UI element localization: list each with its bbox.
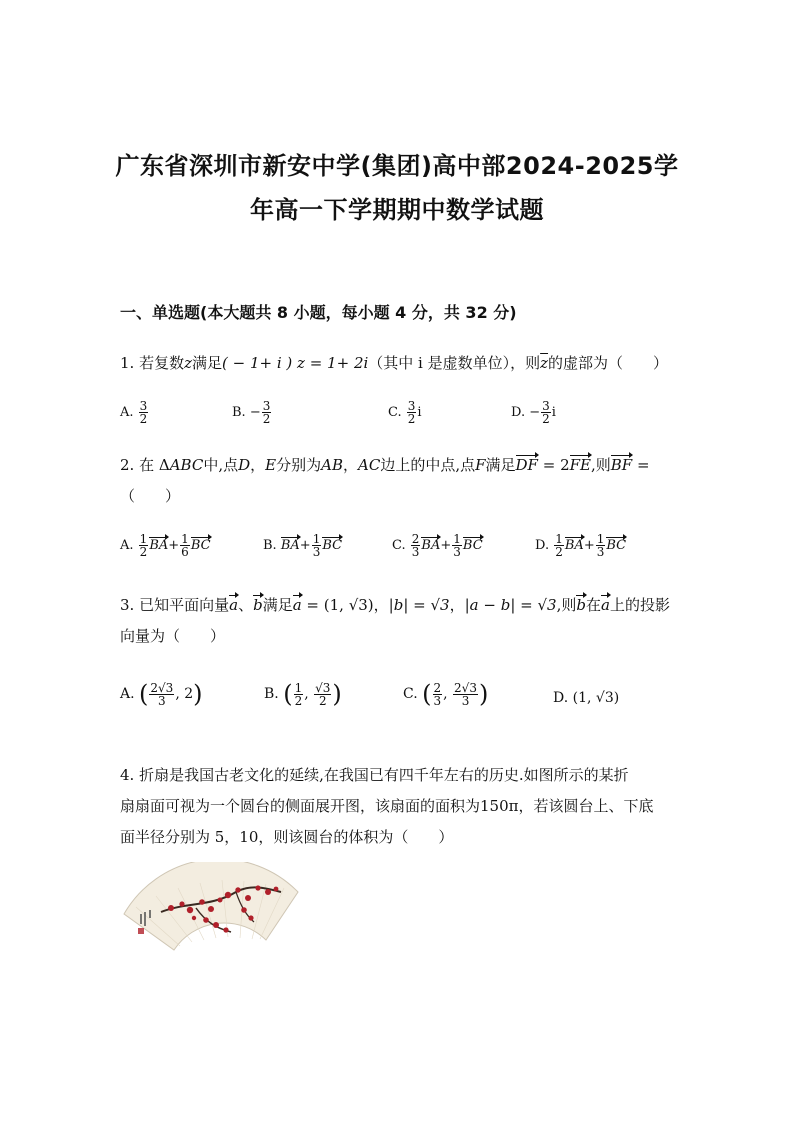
- question-2: [120, 450, 680, 512]
- vector-ba: BA: [421, 538, 441, 553]
- option-label: B.: [232, 405, 246, 420]
- question-1-var-z: z: [184, 354, 193, 372]
- folding-fan-plum-blossom-icon: [116, 862, 306, 956]
- fraction: [149, 682, 174, 707]
- fraction: [541, 400, 551, 425]
- fraction-numerator: 1: [139, 532, 148, 546]
- question-2-text: 中,点: [203, 456, 239, 474]
- imaginary-unit: i: [417, 405, 422, 420]
- fraction: [262, 400, 272, 425]
- q3-option-b[interactable]: B. ( $\frac{1}{2}$ , $\frac{√3}{2}$ ): [264, 680, 342, 708]
- question-2-text: 边上的中点,点: [380, 456, 476, 474]
- question-4-line-3: 面半径分别为 5，10，则该圆台的体积为（ ）: [120, 828, 454, 846]
- fraction-denominator: 2: [407, 412, 416, 426]
- vector-a-value: (1, √3): [323, 596, 374, 614]
- segment-ac: AC: [358, 456, 381, 474]
- plus: +: [583, 538, 595, 553]
- q3-option-c[interactable]: C. ( $\frac{2}{3}$ , $\frac{2√3}{3}$ ): [403, 680, 489, 708]
- vector-bc: BC: [606, 538, 627, 553]
- vector-ba: BA: [564, 538, 584, 553]
- option-value: (1, √3): [572, 690, 620, 706]
- fraction-denominator: 3: [596, 545, 605, 559]
- exam-title-line-2: 年高一下学期期中数学试题: [250, 196, 544, 224]
- close-paren: ): [193, 680, 203, 708]
- option-label: B.: [263, 538, 277, 553]
- fraction: [180, 533, 190, 558]
- plus: +: [168, 538, 180, 553]
- vector-a: a: [600, 596, 610, 614]
- second-component: 2: [184, 686, 194, 702]
- answer-paren: （ ）: [120, 487, 181, 505]
- fraction-denominator: 2: [139, 412, 148, 426]
- abs-b: |b| = √3: [388, 596, 450, 614]
- fraction-numerator: 2: [411, 532, 420, 546]
- vector-a: a: [292, 596, 302, 614]
- fraction-numerator: 3: [139, 399, 148, 413]
- q2-option-c[interactable]: [392, 533, 483, 558]
- question-1: [120, 348, 680, 379]
- option-label: C.: [403, 686, 418, 702]
- vector-b: b: [253, 596, 263, 614]
- q1-option-b[interactable]: [232, 400, 272, 425]
- equation-part: =: [632, 456, 650, 474]
- imaginary-unit: i: [551, 405, 556, 420]
- fraction-numerator: 1: [181, 532, 189, 546]
- fraction-numerator: 1: [294, 680, 303, 695]
- option-label: A.: [120, 686, 135, 702]
- vector-bc: BC: [322, 538, 343, 553]
- vector-ba: BA: [280, 538, 300, 553]
- fraction-denominator: 6: [181, 545, 189, 559]
- vector-ba: BA: [149, 538, 169, 553]
- fraction: [294, 682, 304, 707]
- open-paren: (: [283, 680, 293, 708]
- question-2-text: ,则: [590, 456, 611, 474]
- fraction: [411, 533, 421, 558]
- q1-option-c[interactable]: [388, 400, 422, 425]
- exam-title-line-1: 广东省深圳市新安中学(集团)高中部2024-2025学: [115, 152, 679, 180]
- vector-bf: BF: [610, 456, 633, 474]
- q1-option-a[interactable]: [120, 400, 149, 425]
- question-3-text: 上的投影: [609, 596, 670, 614]
- close-paren: ): [332, 680, 342, 708]
- question-1-text-pre: 若复数: [139, 354, 185, 372]
- minus-sign: −: [529, 405, 541, 420]
- question-1-number: 1.: [120, 354, 135, 372]
- fraction-denominator: 3: [433, 693, 442, 708]
- fraction-denominator: 2: [294, 693, 303, 708]
- vector-bc: BC: [190, 538, 211, 553]
- fraction-numerator: 3: [407, 399, 416, 413]
- fraction: [314, 682, 331, 707]
- fraction: [139, 533, 149, 558]
- question-1-var-z-conj: $\overline{z}$: [540, 354, 549, 372]
- fraction-denominator: 3: [411, 545, 420, 559]
- vector-df: DF: [515, 456, 538, 474]
- question-1-tail: 的虚部为（ ）: [548, 354, 669, 372]
- abs-a-minus-b: |a − b| = √3: [464, 596, 557, 614]
- fraction-denominator: 2: [139, 545, 148, 559]
- option-label: C.: [388, 405, 402, 420]
- option-label: C.: [392, 538, 406, 553]
- question-2-text: 满足: [485, 456, 516, 474]
- equals: =: [301, 596, 324, 614]
- q2-option-b[interactable]: [263, 533, 342, 558]
- fraction-numerator: 1: [312, 532, 321, 546]
- plus: +: [299, 538, 311, 553]
- comma: ，: [250, 456, 266, 474]
- vector-bc: BC: [462, 538, 483, 553]
- option-label: A.: [120, 405, 134, 420]
- option-label: D.: [553, 690, 569, 706]
- fraction: [596, 533, 606, 558]
- comma: ，: [342, 456, 358, 474]
- question-1-equation: ( − 1+ i ) z = 1+ 2i: [222, 354, 369, 372]
- fraction-denominator: 3: [158, 693, 166, 708]
- fraction-denominator: 2: [542, 412, 550, 426]
- open-paren: (: [139, 680, 149, 708]
- fraction-denominator: 2: [555, 545, 563, 559]
- vector-b: b: [576, 596, 586, 614]
- separator: 、: [238, 596, 254, 614]
- question-1-text-post: （其中 i 是虚数单位），则: [368, 354, 541, 372]
- question-4-line-2: 扇扇面可视为一个圆台的侧面展开图，该扇面的面积为150π，若该圆台上、下底: [120, 797, 654, 815]
- fraction-numerator: 3: [262, 399, 271, 413]
- plus: +: [440, 538, 452, 553]
- fraction-denominator: 2: [318, 693, 327, 708]
- question-1-text-mid: 满足: [192, 354, 223, 372]
- fraction: [433, 682, 443, 707]
- vector-fe: FE: [569, 456, 591, 474]
- vector-a: a: [229, 596, 239, 614]
- q3-option-d[interactable]: [553, 690, 619, 706]
- fraction-numerator: 2√3: [454, 680, 477, 695]
- question-3-text: 已知平面向量: [139, 596, 230, 614]
- q3-option-a[interactable]: A. ( $\frac{2√3}{3}$ , 2): [120, 680, 203, 708]
- option-label: D.: [511, 405, 526, 420]
- q2-option-a[interactable]: [120, 533, 211, 558]
- question-3: 3. 已知平面向量a、b满足a = (1, √3)，|b| = √3，|a − b| = √3,则b在a上的投影 向量为（ ）: [120, 596, 670, 645]
- triangle-abc: ABC: [169, 456, 204, 474]
- fraction-denominator: 3: [461, 693, 470, 708]
- close-paren: ): [478, 680, 489, 708]
- fraction: [139, 400, 149, 425]
- point-e: E: [265, 456, 277, 474]
- option-label: B.: [264, 686, 279, 702]
- question-4-line-1: 折扇是我国古老文化的延续,在我国已有四千年左右的历史.如图所示的某折: [139, 766, 629, 784]
- fraction-numerator: √3: [315, 680, 331, 695]
- fraction-denominator: 2: [262, 412, 271, 426]
- question-3-line-2: 向量为（ ）: [120, 627, 226, 645]
- fraction-numerator: 2: [433, 680, 442, 695]
- fraction: [452, 533, 462, 558]
- fraction: [312, 533, 322, 558]
- fraction-denominator: 3: [312, 545, 321, 559]
- q1-option-d[interactable]: [511, 400, 556, 425]
- fraction-numerator: 2√3: [150, 680, 174, 695]
- fraction-numerator: 1: [555, 532, 563, 546]
- question-2-number: 2.: [120, 456, 135, 474]
- question-3-number: 3.: [120, 596, 135, 614]
- section-heading: 一、单选题(本大题共 8 小题，每小题 4 分，共 32 分): [120, 303, 517, 322]
- minus-sign: −: [249, 405, 261, 420]
- fraction-numerator: 3: [542, 399, 550, 413]
- question-2-text: 在 Δ: [139, 456, 170, 474]
- fraction: [407, 400, 417, 425]
- question-4-number: 4.: [120, 766, 135, 784]
- point-f: F: [475, 456, 486, 474]
- question-3-text: 满足: [262, 596, 293, 614]
- question-3-text: ,则: [556, 596, 577, 614]
- fraction-denominator: 3: [453, 545, 461, 559]
- fraction-numerator: 1: [453, 532, 461, 546]
- equation-part: = 2: [537, 456, 570, 474]
- option-label: D.: [535, 538, 550, 553]
- question-3-text: 在: [585, 596, 601, 614]
- fraction-numerator: 1: [596, 532, 605, 546]
- question-2-text: 分别为: [276, 456, 322, 474]
- fraction: [453, 682, 478, 707]
- q2-option-d[interactable]: [535, 533, 626, 558]
- point-d: D: [238, 456, 251, 474]
- fraction: [554, 533, 564, 558]
- question-4: [120, 760, 690, 853]
- segment-ab: AB: [321, 456, 343, 474]
- option-label: A.: [120, 538, 134, 553]
- open-paren: (: [422, 680, 432, 708]
